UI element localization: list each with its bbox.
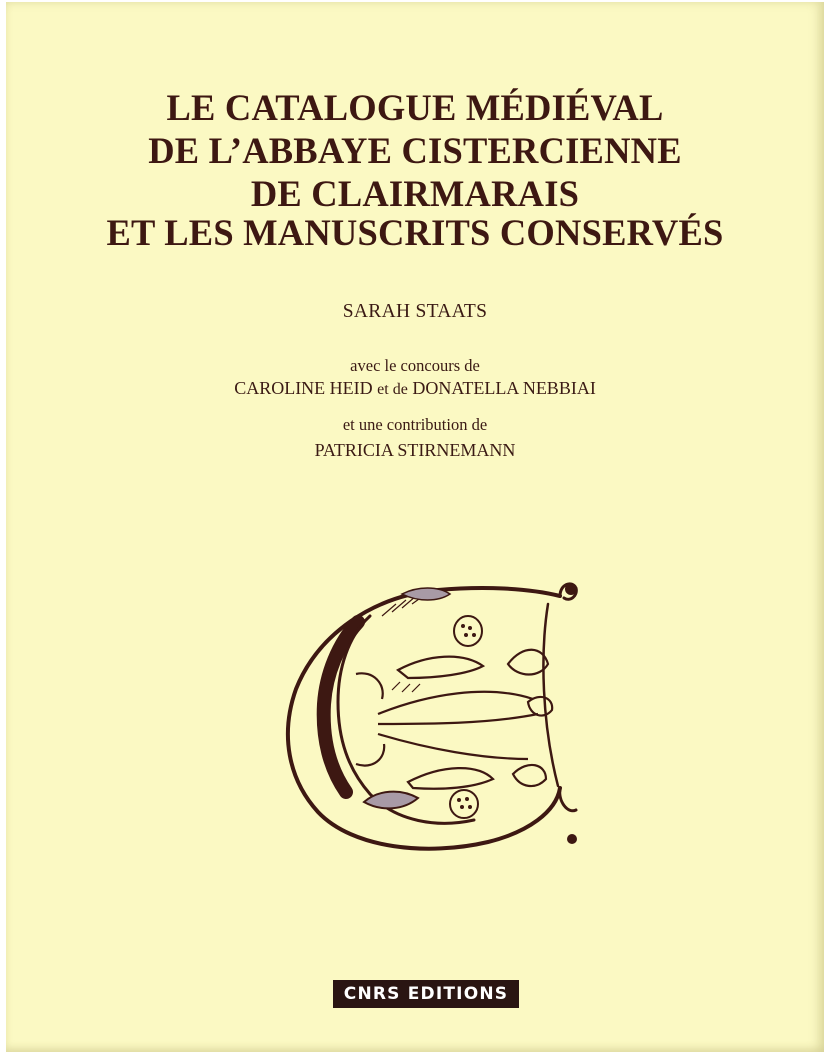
contributor-name-1: CAROLINE HEID: [234, 378, 373, 398]
publisher-logo: CNRS EDITIONS: [333, 980, 519, 1008]
concours-names: [6, 378, 824, 399]
concours-intro: avec le concours de: [350, 356, 480, 375]
contribution-intro: et une contribution de: [342, 415, 488, 434]
decorated-initial-c-icon: [278, 574, 588, 864]
contributor-joiner: et de: [377, 381, 408, 398]
contribution-name: PATRICIA STIRNEMANN: [314, 440, 516, 460]
title-line-1: LE CATALOGUE MÉDIÉVAL: [166, 87, 664, 128]
title-line-2: DE L’ABBAYE CISTERCIENNE: [148, 130, 682, 171]
title-line-4: ET LES MANUSCRITS CONSERVÉS: [106, 212, 724, 253]
author-name: SARAH STAATS: [342, 301, 488, 322]
contributor-name-2: DONATELLA NEBBIAI: [412, 378, 596, 398]
title-line-3: DE CLAIRMARAIS: [250, 173, 580, 214]
book-cover: [6, 2, 824, 1052]
